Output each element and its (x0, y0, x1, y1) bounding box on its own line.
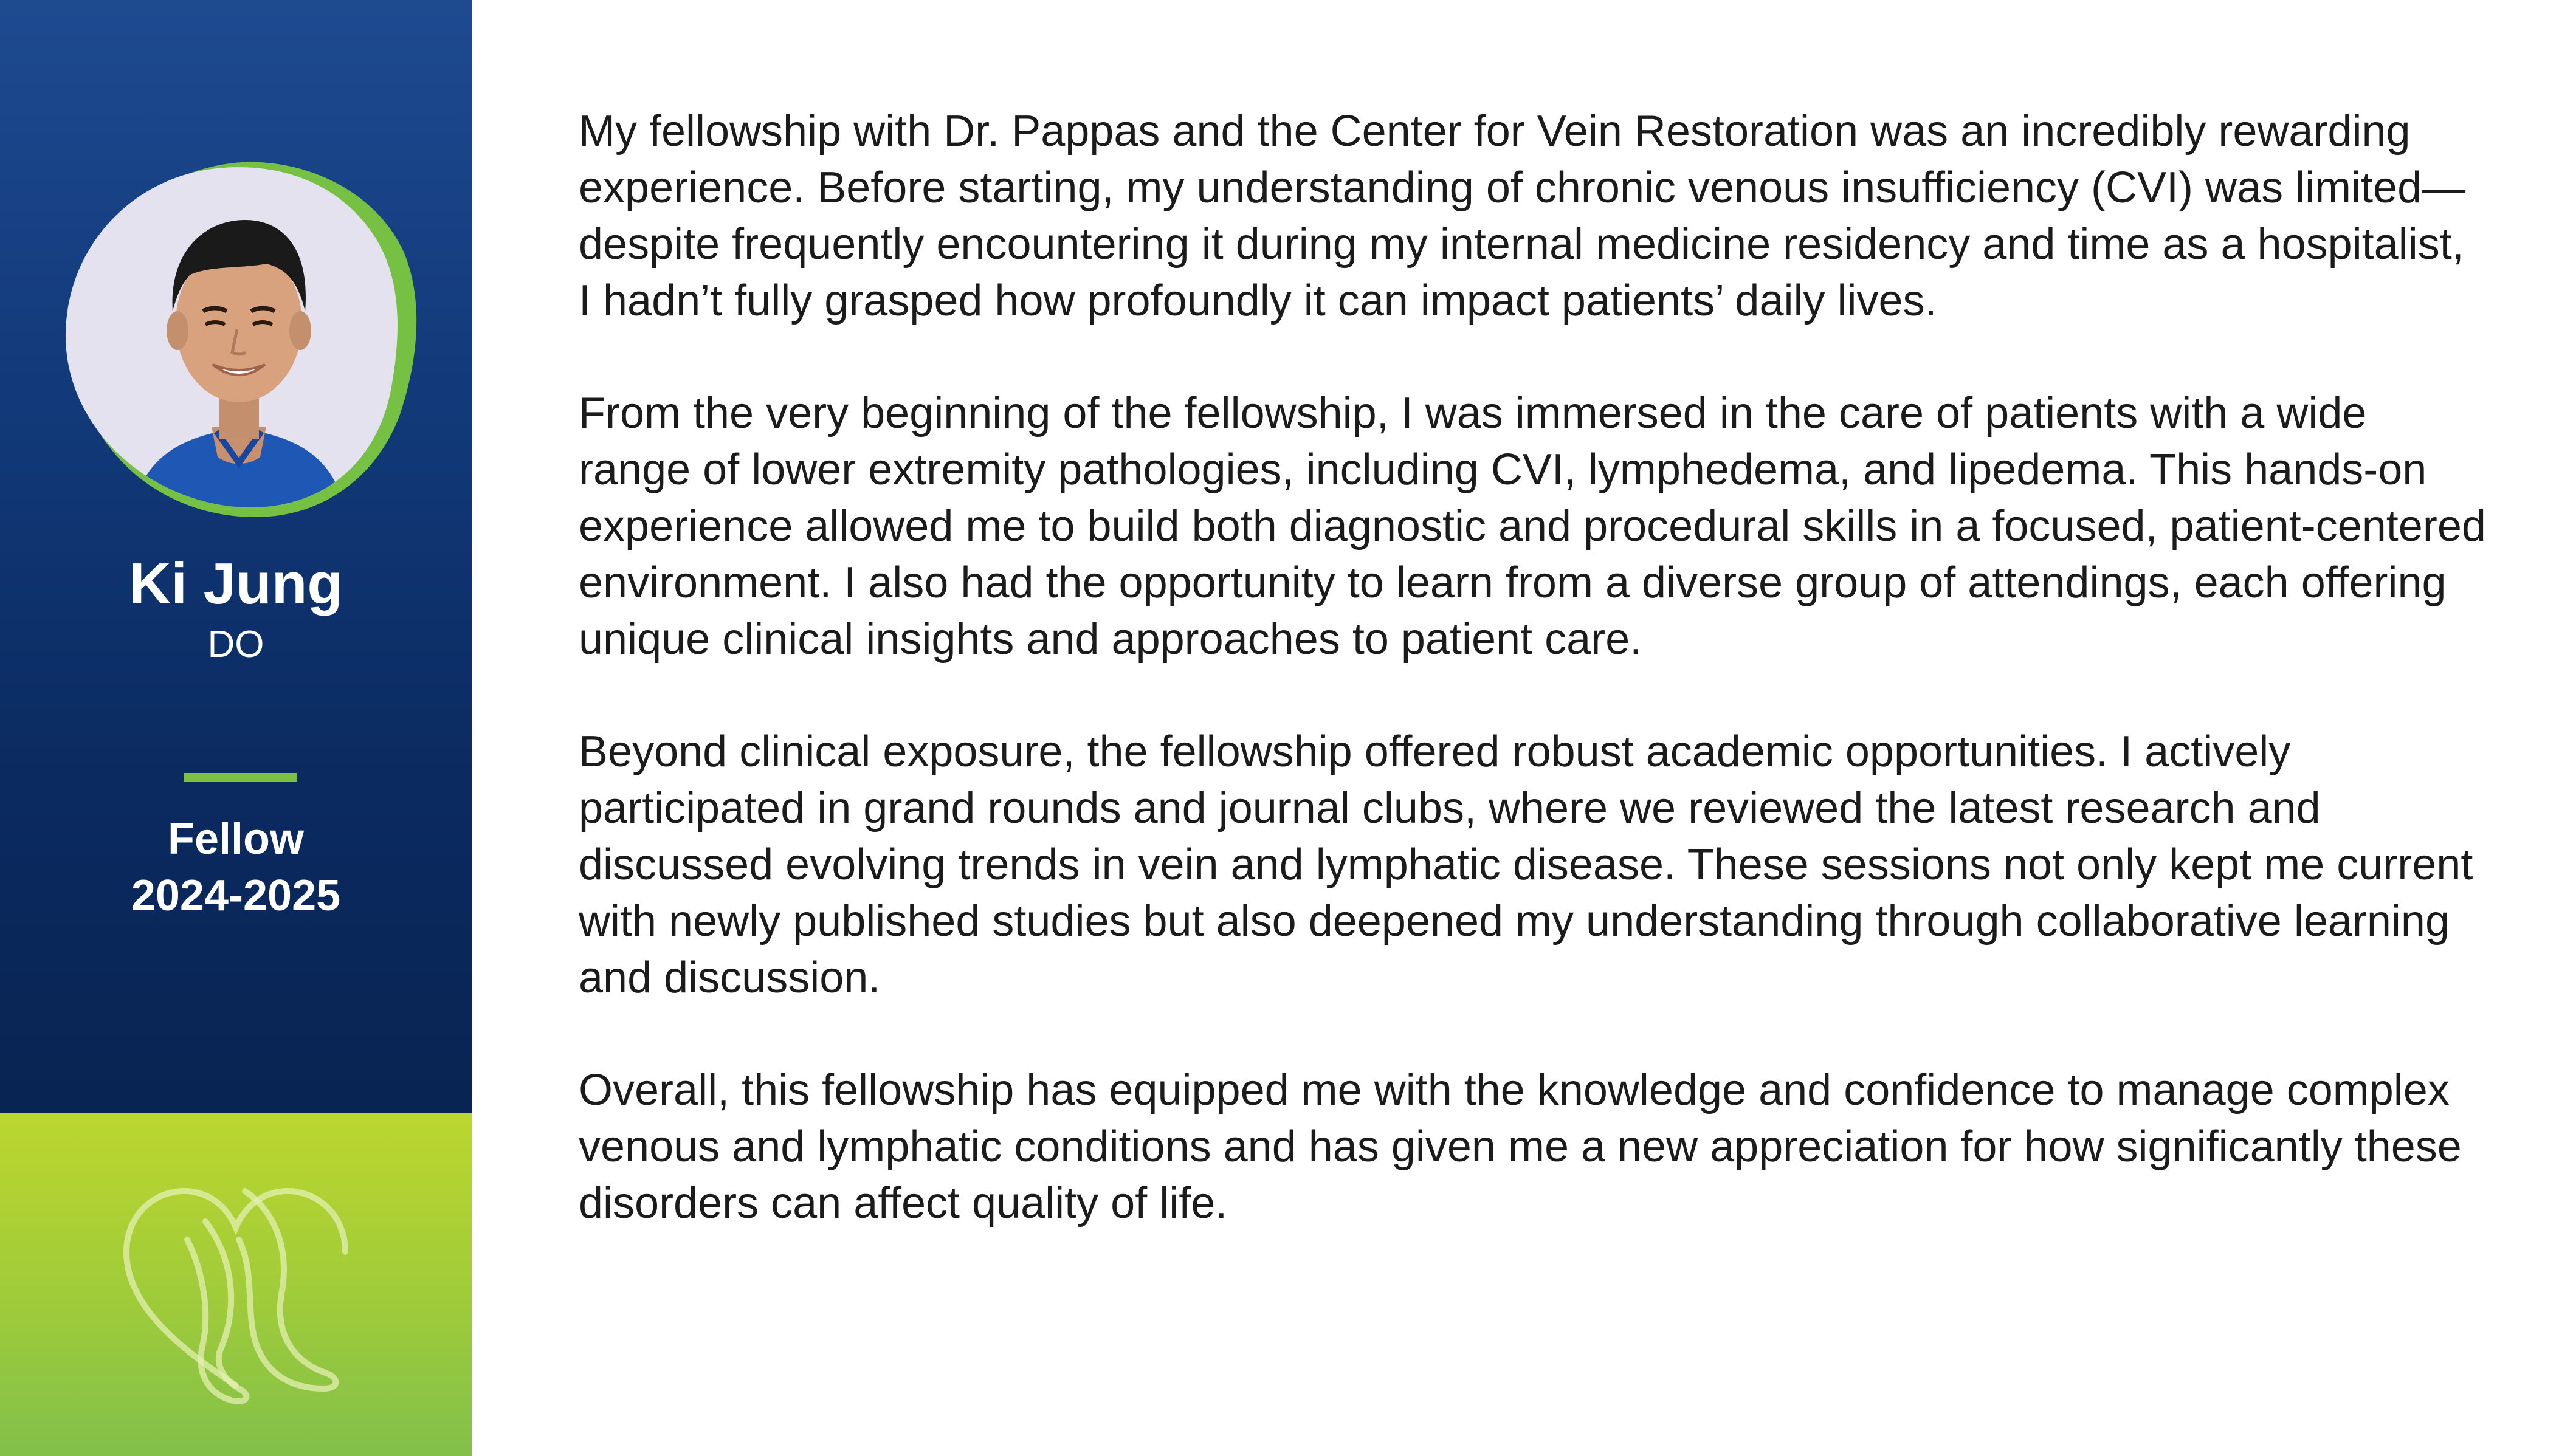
heart-leg-logo-icon (108, 1155, 376, 1422)
fellowship-years: 2024-2025 (131, 871, 341, 920)
testimonial-paragraph-4: Overall, this fellowship has equipped me with the knowledge and confidence to manage complex venous and lymphatic conditions and has given me a new appreciation for how significantly these disorders can affect quality of life. (579, 1066, 2462, 1228)
person-role: Fellow (167, 815, 304, 864)
profile-sidebar (0, 0, 472, 1456)
testimonial-text (579, 103, 2487, 1288)
testimonial-paragraph-1: My fellowship with Dr. Pappas and the Center for Vein Restoration was an incredibly rewarding experience. Before starting, my understanding of chronic venous insufficiency (CVI) was limited—despite frequently encountering it during my internal medicine residency and time as a hospitalist, I hadn’t fully grasped how profoundly it can impact patients’ daily lives. (579, 107, 2466, 325)
section-divider (184, 773, 297, 782)
testimonial-paragraph-3: Beyond clinical exposure, the fellowship offered robust academic opportunities. I actively participated in grand rounds and journal clubs, where we reviewed the latest research and discussed evolving trends in vein and lymphatic disease. These sessions not only kept me current with newly published studies but also deepened my understanding through collaborative learning and discussion. (579, 727, 2473, 1002)
person-credentials: DO (207, 623, 264, 665)
person-portrait-icon (60, 159, 418, 518)
testimonial-paragraph-2: From the very beginning of the fellowship, I was immersed in the care of patients with a wide range of lower extremity pathologies, including CVI, lymphedema, and lipedema. This hands-on experience allowed me to build both diagnostic and procedural skills in a focused, patient-centered environment. I also had the opportunity to learn from a diverse group of attendings, each offering unique clinical insights and approaches to patient care. (579, 389, 2486, 664)
person-name: Ki Jung (129, 551, 343, 616)
